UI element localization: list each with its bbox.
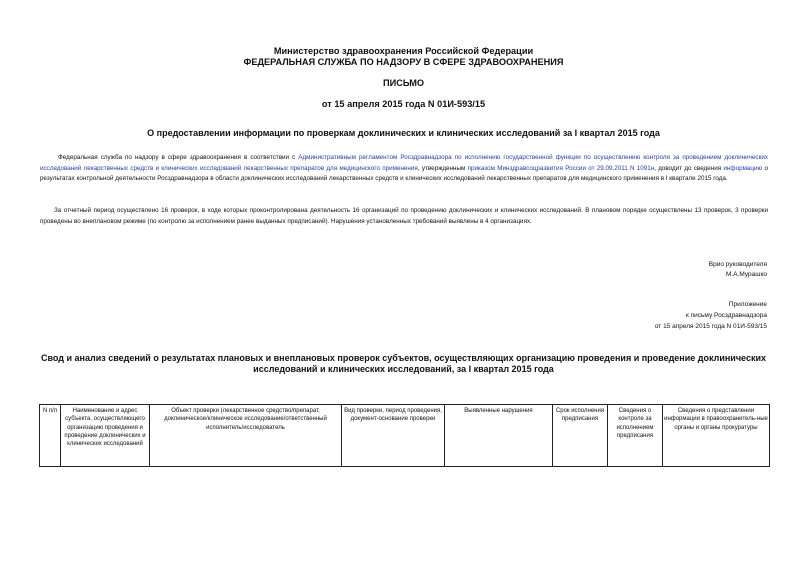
order-link[interactable]: приказом Минздравсоцразвития России от 29.09.2011 N 1091н (467, 164, 655, 172)
intro-text-2: , утвержденным (417, 164, 468, 172)
intro-text-4: о результатах контрольной деятельности Росздравнадзора в области доклинических исследований лекарственных средств и клинических исследований лекарственных препаратов для медицинского применения в I квартале 2015 года. (40, 164, 768, 183)
ministry-name: Министерство здравоохранения Российской Федерации (273, 46, 534, 56)
column-header: Выявленные нарушения (445, 405, 553, 467)
paragraph-intro (40, 153, 768, 185)
regulation-link[interactable]: Административным регламентом Росздравнадзора по исполнению государственной функции по осуществлению контроля за проведением доклинических исследований лекарственных средств и клинических исследований лекарственных препаратов для медицинского применения (40, 154, 769, 172)
document-type: ПИСЬМО (382, 78, 425, 88)
appendix-reference: к письму Росздравнадзора (685, 312, 767, 319)
information-link[interactable]: информацию (723, 164, 763, 172)
service-name: ФЕДЕРАЛЬНАЯ СЛУЖБА ПО НАДЗОРУ В СФЕРЕ ЗДРАВООХРАНЕНИЯ (243, 57, 564, 67)
column-header: Сведения о контроле за исполнением предписания (608, 405, 663, 467)
signature-position: Врио руководителя (708, 261, 767, 268)
column-header: Наименование и адрес субъекта, осуществляющего организацию проведения и проведение доклинических и клинических исследований (61, 405, 150, 467)
column-header: N п/п (40, 405, 61, 467)
column-header: Объект проверки (лекарственное средство/препарат, доклиническое/клиническое исследование/ответственный исполнитель/исследователь (150, 405, 342, 467)
column-header: Срок исполнения предписания (553, 405, 608, 467)
document-date: от 15 апреля 2015 года N 01И-593/15 (321, 99, 486, 109)
intro-text-3: , доводит до сведения (654, 164, 724, 172)
column-header: Вид проверки, период проведения, документ-основание проверки (342, 405, 445, 467)
intro-text-1: Федеральная служба по надзору в сфере здравоохранения в соответствии с (58, 154, 299, 161)
inspection-table (39, 404, 770, 467)
summary-title: Свод и анализ сведений о результатах плановых и внеплановых проверок субъектов, осуществляющих организацию проведения и проведение доклинических исследований и клинических исследований, за I квартал 2015 года (40, 353, 766, 374)
appendix-label: Приложение (728, 301, 767, 308)
letter-title: О предоставлении информации по проверкам доклинических и клинических исследований за I квартал 2015 года (147, 128, 660, 138)
appendix-date: от 15 апреля 2015 года N 01И-593/15 (654, 323, 767, 330)
table-header-row (40, 405, 770, 467)
column-header: Сведения о представлении информации в правоохранитель-ные органы и органы прокуратуры (663, 405, 770, 467)
paragraph-summary: За отчетный период осуществлено 16 проверок, в ходе которых проконтролирована деятельность 16 организаций по проведению доклинических и клинических исследований. В плановом порядке осуществлены 13 проверок, 3 проверки проведены во внеплановом режиме (по контролю за исполнением ранее выданных предписаний). Нарушения установленных требований выявлены в 4 организациях. (40, 207, 768, 225)
signature-name: М.А.Мурашко (725, 271, 767, 278)
